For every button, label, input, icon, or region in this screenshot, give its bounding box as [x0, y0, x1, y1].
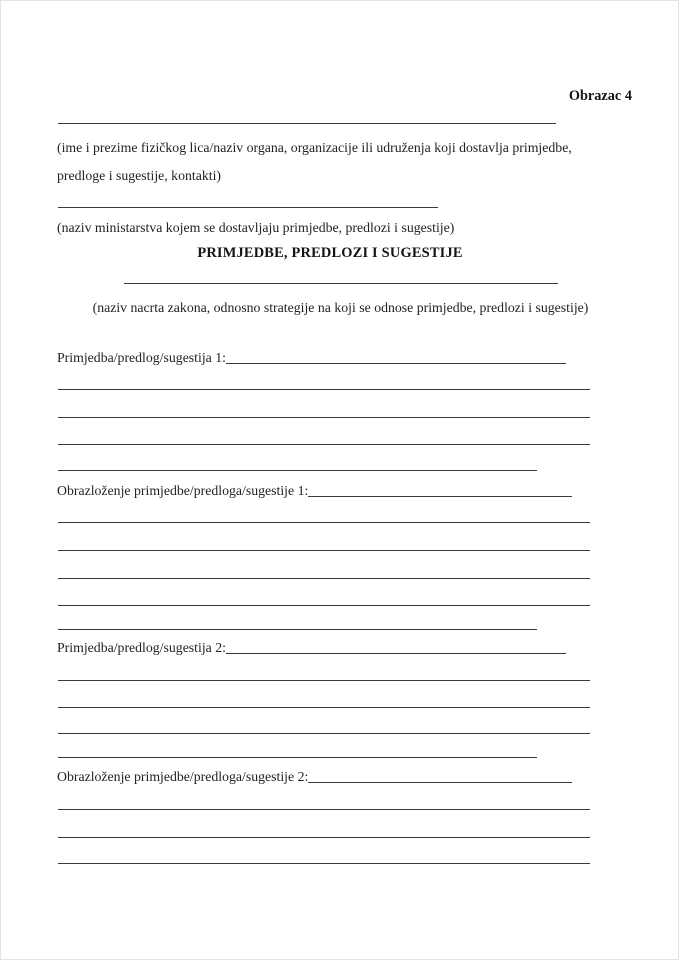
section-3-blank-line[interactable] [58, 680, 590, 681]
section-2-blank-line[interactable] [58, 605, 590, 606]
section-3-blank-line[interactable] [58, 757, 537, 758]
section-1-label-blank[interactable] [226, 363, 566, 364]
section-3-blank-line[interactable] [58, 707, 590, 708]
ministry-caption: (naziv ministarstva kojem se dostavljaju primjedbe, predlozi i sugestije) [57, 220, 455, 235]
form-number-label: Obrazac 4 [568, 88, 632, 104]
ministry-blank-line[interactable] [58, 207, 438, 208]
section-1-blank-line[interactable] [58, 444, 590, 445]
section-4-blank-line[interactable] [58, 809, 590, 810]
section-4-label: Obrazloženje primjedbe/predloga/sugestije 2: [57, 769, 309, 784]
draft-law-blank-line[interactable] [124, 283, 558, 284]
section-2-label-blank[interactable] [308, 496, 572, 497]
section-1-blank-line[interactable] [58, 389, 590, 390]
section-3-label-blank[interactable] [226, 653, 566, 654]
submitter-caption-line2: predloge i sugestije, kontakti) [57, 168, 221, 183]
section-1-label: Primjedba/predlog/sugestija 1: [57, 350, 226, 365]
submitter-blank-line[interactable] [58, 123, 556, 124]
section-2-label-row [57, 483, 572, 499]
section-3-blank-line[interactable] [58, 733, 590, 734]
section-2-label: Obrazloženje primjedbe/predloga/sugestije 1: [57, 483, 309, 498]
section-4-blank-line[interactable] [58, 837, 590, 838]
document-title: PRIMJEDBE, PREDLOZI I SUGESTIJE [197, 245, 463, 261]
draft-law-caption: (naziv nacrta zakona, odnosno strategije na koji se odnose primjedbe, predlozi i sugestije) [92, 300, 589, 315]
section-1-label-row [57, 350, 566, 366]
section-1-blank-line[interactable] [58, 417, 590, 418]
section-1-blank-line[interactable] [58, 470, 537, 471]
section-2-blank-line[interactable] [58, 522, 590, 523]
section-3-label-row [57, 640, 566, 656]
submitter-caption-line1: (ime i prezime fizičkog lica/naziv organa, organizacije ili udruženja koji dostavlja primjedbe, [57, 140, 572, 155]
section-2-blank-line[interactable] [58, 578, 590, 579]
section-4-blank-line[interactable] [58, 863, 590, 864]
section-3-label: Primjedba/predlog/sugestija 2: [57, 640, 226, 655]
section-4-label-row [57, 769, 572, 785]
section-4-label-blank[interactable] [308, 782, 572, 783]
section-2-blank-line[interactable] [58, 629, 537, 630]
section-2-blank-line[interactable] [58, 550, 590, 551]
